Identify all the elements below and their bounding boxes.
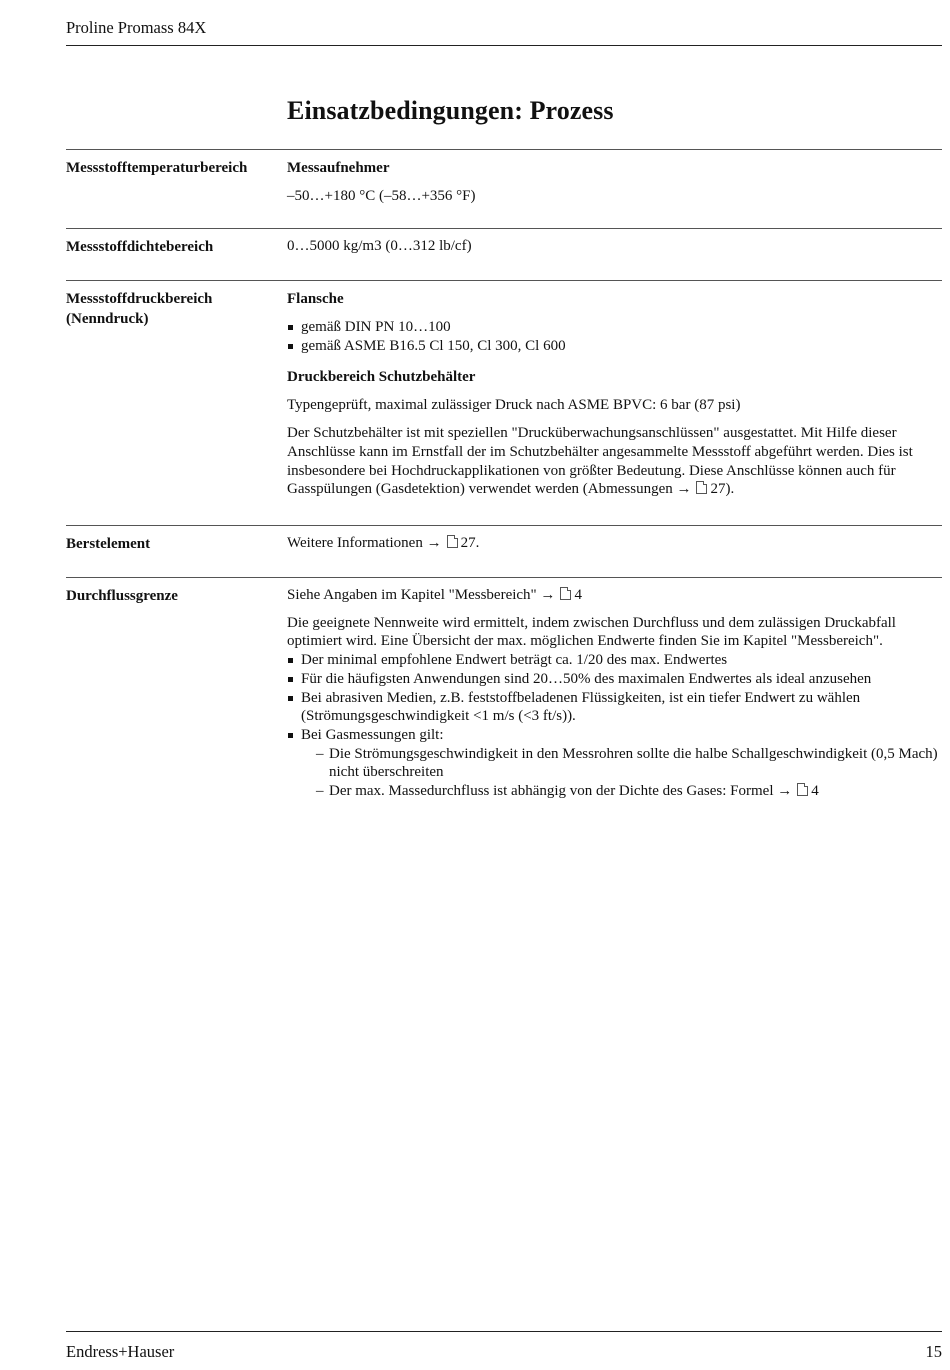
section-content <box>287 534 942 562</box>
section-label: Berstelement <box>66 536 151 552</box>
section-content <box>287 586 942 810</box>
paragraph-text: Weitere Informationen → <box>287 535 442 551</box>
section-pressure <box>66 280 942 526</box>
flange-list <box>287 318 942 355</box>
page-reference[interactable]: 4 <box>574 587 582 603</box>
page-reference-icon <box>797 783 808 796</box>
page-number: 15 <box>925 1342 942 1361</box>
list-item <box>287 726 942 801</box>
page-reference-icon <box>696 481 707 494</box>
section-flow-limit <box>66 577 942 818</box>
section-content <box>287 237 942 265</box>
section-label: Durchflussgrenze <box>66 588 178 604</box>
section-burst-element <box>66 525 942 578</box>
subheading: Flansche <box>287 291 344 307</box>
list-item-text: Bei Gasmessungen gilt: <box>301 726 444 743</box>
temperature-value: –50…+180 °C (–58…+356 °F) <box>287 188 476 204</box>
document-page <box>66 0 942 1370</box>
paragraph-text: Der Schutzbehälter ist mit speziellen "Drucküberwachungsanschlüssen" ausgestattet. Mit Hilfe dieser Anschlüsse kann im Ernstfall der im Schutzbehälter angesammelte Messstoff abgeführt werden. Dies ist insbesondere bei Hochdruckapplikationen von größter Bedeutung. Diese Anschlüsse können auch für Gasspülungen (Gasdetektion) verwendet werden (Abmessungen → <box>287 425 913 498</box>
density-value: 0…5000 kg/m3 (0…312 lb/cf) <box>287 238 472 254</box>
paragraph-text: Siehe Angaben im Kapitel "Messbereich" → <box>287 587 556 603</box>
flow-list <box>287 651 942 801</box>
section-label: Messstoffdichtebereich <box>66 239 214 255</box>
page-reference[interactable]: 27. <box>460 535 480 551</box>
paragraph <box>287 586 942 605</box>
sublist-item: – Die Strömungsgeschwindigkeit in den Messrohren sollte die halbe Schallgeschwindigkeit (0,5 Mach) nicht überschreiten <box>315 745 942 782</box>
page-title: Einsatzbedingungen: Prozess <box>287 96 614 125</box>
page-reference-icon <box>560 587 571 600</box>
header-rule <box>66 45 942 46</box>
paragraph <box>287 424 942 499</box>
section-content <box>287 158 942 215</box>
section-density <box>66 228 942 281</box>
sublist-item <box>315 782 942 801</box>
footer-brand: Endress+Hauser <box>66 1342 175 1361</box>
sublist-item-text: Der max. Massedurchfluss ist abhängig von der Dichte des Gases: Formel → <box>329 783 793 800</box>
gas-sublist <box>315 745 942 801</box>
page-reference[interactable]: 27). <box>710 481 735 498</box>
subheading: Messaufnehmer <box>287 160 390 176</box>
footer-rule <box>66 1331 942 1332</box>
paragraph: Typengeprüft, maximal zulässiger Druck nach ASME BPVC: 6 bar (87 psi) <box>287 397 741 414</box>
section-label: Messstofftemperaturbereich <box>66 160 248 176</box>
paragraph: Die geeignete Nennweite wird ermittelt, indem zwischen Durchfluss und dem zulässigen Druckabfall optimiert wird. Eine Übersicht der max. möglichen Endwerte finden Sie im Kapitel "Messbereich". <box>287 614 896 650</box>
subheading: Druckbereich Schutzbehälter <box>287 369 476 386</box>
list-item: Für die häufigsten Anwendungen sind 20…50% des maximalen Endwertes als ideal anzusehen <box>287 670 942 689</box>
section-temperature <box>66 149 942 229</box>
list-item: Der minimal empfohlene Endwert beträgt ca. 1/20 des max. Endwertes <box>287 651 942 670</box>
list-item: Bei abrasiven Medien, z.B. feststoffbeladenen Flüssigkeiten, ist ein tiefer Endwert zu wählen (Strömungsgeschwindigkeit <1 m/s (<3 ft/s)). <box>287 689 942 726</box>
list-item: gemäß ASME B16.5 Cl 150, Cl 300, Cl 600 <box>287 337 942 356</box>
page-reference-icon <box>447 535 458 548</box>
list-item: gemäß DIN PN 10…100 <box>287 318 942 337</box>
page-reference[interactable]: 4 <box>811 783 819 800</box>
paragraph <box>287 534 942 553</box>
section-label: Messstoffdruckbereich (Nenndruck) <box>66 291 213 327</box>
section-content <box>287 289 942 508</box>
running-header: Proline Promass 84X <box>66 18 207 37</box>
